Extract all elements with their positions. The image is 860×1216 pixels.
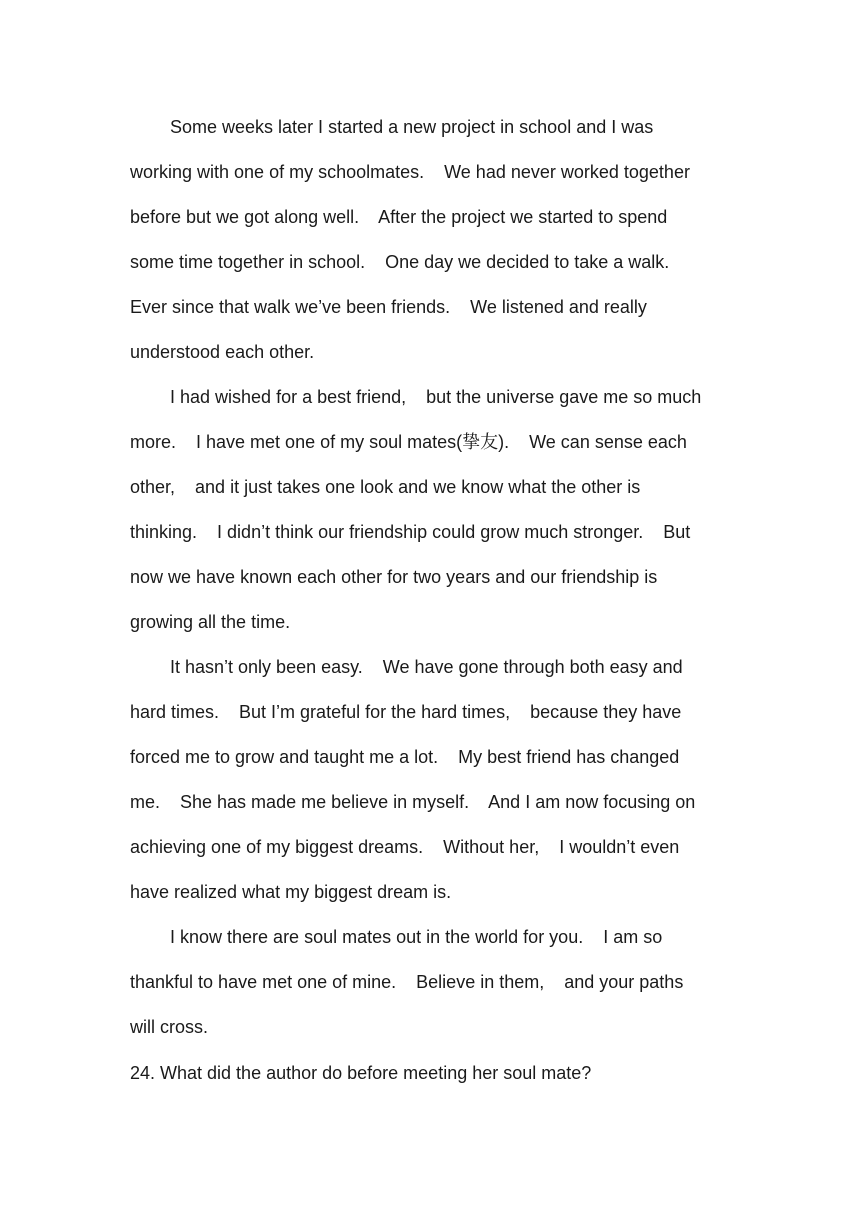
paragraph-4-line-2: thankful to have met one of mine. Believe in them, and your paths <box>130 972 684 992</box>
paragraph-1-line-6: understood each other. <box>130 342 315 362</box>
paragraph-1-line-5: Ever since that walk we’ve been friends. We listened and really <box>130 297 647 317</box>
paragraph-1-line-1: Some weeks later I started a new project in school and I was <box>170 117 654 137</box>
paragraph-3-line-6: have realized what my biggest dream is. <box>130 882 452 902</box>
paragraph-4-line-3: will cross. <box>130 1017 209 1037</box>
paragraph-1-line-2: working with one of my schoolmates. We had never worked together <box>130 162 690 182</box>
paragraph-2-line-6: growing all the time. <box>130 612 291 632</box>
paragraph-2-line-1: I had wished for a best friend, but the universe gave me so much <box>170 387 702 407</box>
paragraph-3-line-3: forced me to grow and taught me a lot. My best friend has changed <box>130 747 680 767</box>
question-24: 24. What did the author do before meeting her soul mate? <box>130 1063 592 1083</box>
paragraph-2-line-2: more. I have met one of my soul mates(挚友). We can sense each <box>130 432 687 452</box>
paragraph-3-line-2: hard times. But I’m grateful for the hard times, because they have <box>130 702 682 722</box>
paragraph-4-line-1: I know there are soul mates out in the world for you. I am so <box>170 927 663 947</box>
paragraph-3-line-4: me. She has made me believe in myself. And I am now focusing on <box>130 792 696 812</box>
paragraph-2-line-5: now we have known each other for two years and our friendship is <box>130 567 658 587</box>
paragraph-1-line-3: before but we got along well. After the project we started to spend <box>130 207 668 227</box>
paragraph-2-line-3: other, and it just takes one look and we know what the other is <box>130 477 641 497</box>
paragraph-1-line-4: some time together in school. One day we decided to take a walk. <box>130 252 670 272</box>
paragraph-3-line-1: It hasn’t only been easy. We have gone through both easy and <box>170 657 683 677</box>
paragraph-3-line-5: achieving one of my biggest dreams. Without her, I wouldn’t even <box>130 837 680 857</box>
paragraph-2-line-4: thinking. I didn’t think our friendship could grow much stronger. But <box>130 522 691 542</box>
